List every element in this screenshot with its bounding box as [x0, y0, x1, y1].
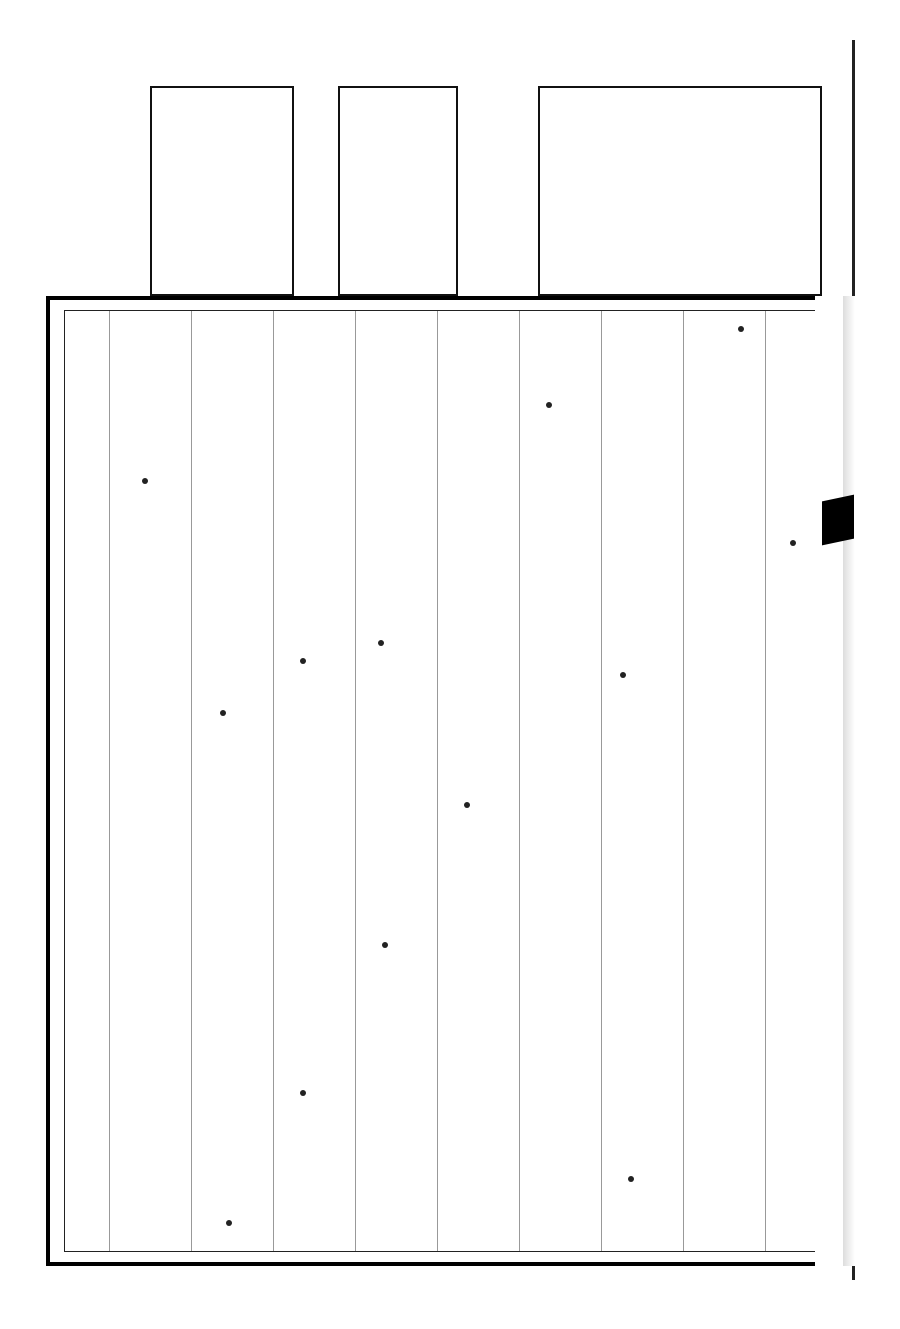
text-column-3 [601, 311, 683, 1251]
reading-mark-dot [382, 942, 388, 948]
annotation-column [750, 94, 782, 288]
text-column-4 [519, 311, 601, 1251]
annotation-column [648, 94, 680, 288]
reading-mark-dot [378, 640, 384, 646]
annotation-column [188, 94, 220, 288]
text-column-6 [355, 311, 437, 1251]
main-text-area [64, 310, 848, 1252]
annotation-column [784, 94, 816, 288]
annotation-column [420, 94, 452, 288]
annotation-column [386, 94, 418, 288]
text-column-7 [273, 311, 355, 1251]
reading-mark-dot [300, 658, 306, 664]
text-columns [65, 311, 847, 1251]
reading-mark-dot [464, 802, 470, 808]
reading-mark-dot [226, 1220, 232, 1226]
reading-mark-dot [620, 672, 626, 678]
edge-ink-mark [822, 495, 854, 546]
annotation-column [222, 94, 254, 288]
reading-mark-dot [738, 326, 744, 332]
reading-mark-dot [628, 1176, 634, 1182]
collection-footer [10, 1296, 890, 1326]
adjacent-page-edge [815, 296, 855, 1266]
text-column-8 [191, 311, 273, 1251]
annotation-column [716, 94, 748, 288]
annotation-box-1 [150, 86, 294, 296]
reading-mark-dot [546, 402, 552, 408]
text-column-5 [437, 311, 519, 1251]
annotation-box-2 [338, 86, 458, 296]
text-column-2 [683, 311, 765, 1251]
reading-mark-dot [220, 710, 226, 716]
reading-mark-dot [790, 540, 796, 546]
reading-mark-dot [142, 478, 148, 484]
main-text-frame [46, 296, 854, 1266]
annotation-box-3 [538, 86, 822, 296]
annotation-column [614, 94, 646, 288]
text-column-9 [109, 311, 191, 1251]
reading-mark-dot [300, 1090, 306, 1096]
annotation-column [682, 94, 714, 288]
annotation-column [256, 94, 288, 288]
